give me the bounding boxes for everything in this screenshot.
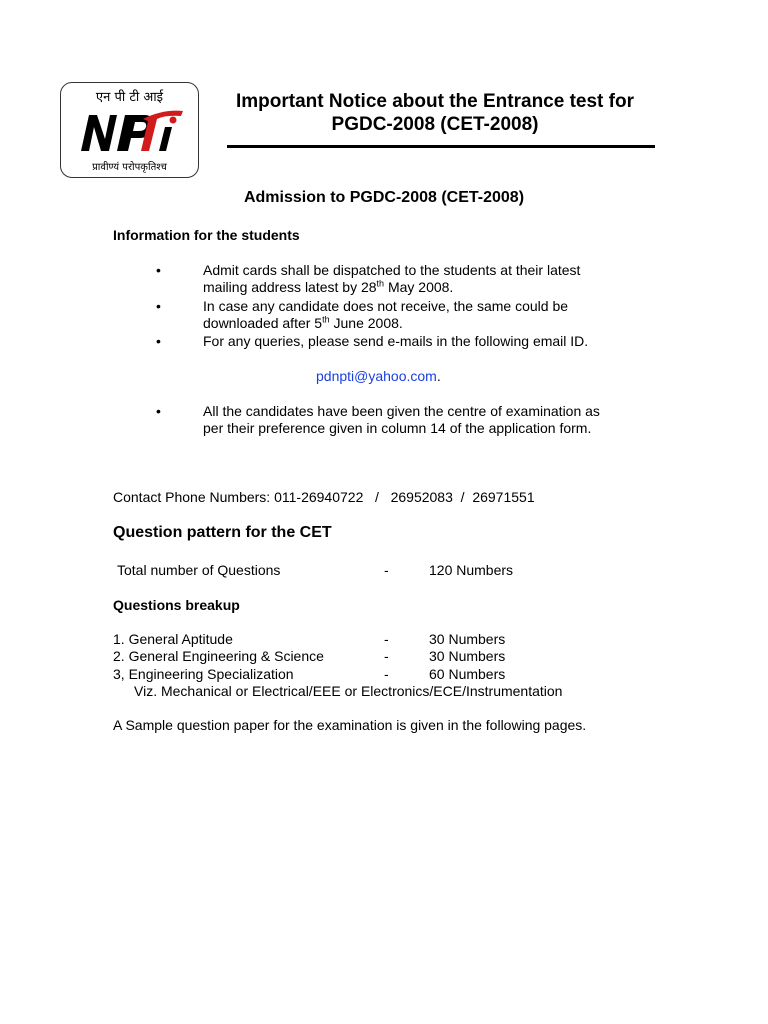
title-underline [227, 145, 655, 148]
bullet-line: per their preference given in column 14 of the application form. [203, 420, 592, 436]
bullet-icon: • [156, 262, 161, 278]
logo-hindi-motto: प्रावीण्यं परोपकृतिश्च [92, 162, 167, 173]
bullet-text [203, 262, 643, 296]
total-questions-label: Total number of Questions [117, 562, 281, 578]
question-pattern-heading: Question pattern for the CET [113, 524, 332, 541]
questions-breakup-heading: Questions breakup [113, 597, 240, 613]
row-dash: - [384, 631, 389, 647]
bullet-icon: • [156, 298, 161, 314]
bullet-text [203, 403, 643, 437]
email-link[interactable]: pdnpti@yahoo.com [316, 368, 437, 384]
breakup-label: 3, Engineering Specialization [113, 666, 294, 682]
bullet-line: All the candidates have been given the centre of examination as [203, 403, 600, 419]
bullet-line: In case any candidate does not receive, the same could be [203, 298, 569, 314]
email-link-line [316, 368, 441, 384]
bullet-line: mailing address latest by 28th May 2008. [203, 278, 454, 295]
notice-title-line1: Important Notice about the Entrance test for [236, 91, 634, 112]
breakup-value: 60 Numbers [429, 666, 506, 682]
bullet-line: downloaded after 5th June 2008. [203, 314, 403, 331]
bullet-line: Admit cards shall be dispatched to the students at their latest [203, 262, 581, 278]
info-heading: Information for the students [113, 227, 300, 243]
bullet-icon: • [156, 333, 161, 349]
specialization-options: Viz. Mechanical or Electrical/EEE or Electronics/ECE/Instrumentation [134, 683, 563, 699]
npti-logo [60, 82, 199, 178]
bullet-text [203, 298, 643, 332]
breakup-label: 1. General Aptitude [113, 631, 233, 647]
breakup-value: 30 Numbers [429, 648, 506, 664]
admission-heading: Admission to PGDC-2008 (CET-2008) [243, 189, 525, 206]
sample-paper-note: A Sample question paper for the examination is given in the following pages. [113, 717, 587, 733]
row-dash: - [384, 666, 389, 682]
row-dash: - [384, 648, 389, 664]
bullet-icon: • [156, 403, 161, 419]
breakup-label: 2. General Engineering & Science [113, 648, 324, 664]
notice-title-line2: PGDC-2008 (CET-2008) [331, 114, 539, 135]
email-period: . [436, 368, 441, 384]
npti-logo-mark [77, 105, 187, 157]
notice-title [215, 90, 655, 136]
logo-hindi-top-text: एन पी टी आई [95, 90, 164, 105]
row-dash: - [384, 562, 389, 578]
total-questions-value: 120 Numbers [429, 562, 514, 578]
contact-phone-numbers: Contact Phone Numbers: 011-26940722 / 26952083 / 26971551 [113, 489, 535, 505]
breakup-value: 30 Numbers [429, 631, 506, 647]
bullet-text: For any queries, please send e-mails in the following email ID. [203, 333, 589, 349]
